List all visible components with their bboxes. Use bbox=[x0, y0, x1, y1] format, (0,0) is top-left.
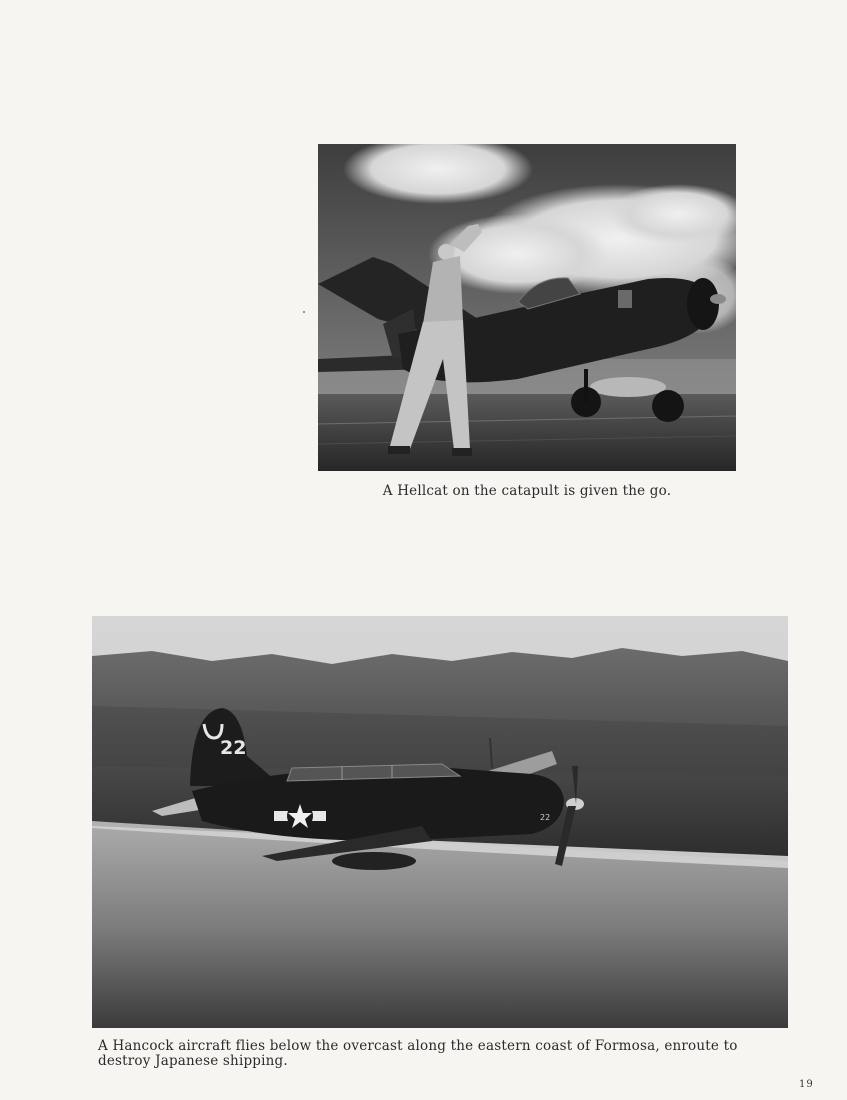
print-speck bbox=[303, 311, 305, 313]
hellcat-image bbox=[318, 144, 736, 471]
hellcat-caption: A Hellcat on the catapult is given the go. bbox=[382, 483, 672, 499]
hellcat-photo bbox=[318, 144, 736, 471]
page-number: 19 bbox=[799, 1079, 814, 1090]
hancock-caption: A Hancock aircraft flies below the overcast along the eastern coast of Formosa, enroute to destroy Japanese shipping. bbox=[98, 1038, 738, 1069]
hancock-photo bbox=[92, 616, 788, 1028]
tail-code-label: 22 bbox=[220, 737, 247, 759]
fuselage-code-label: 22 bbox=[540, 813, 551, 822]
hancock-image bbox=[92, 616, 788, 1028]
